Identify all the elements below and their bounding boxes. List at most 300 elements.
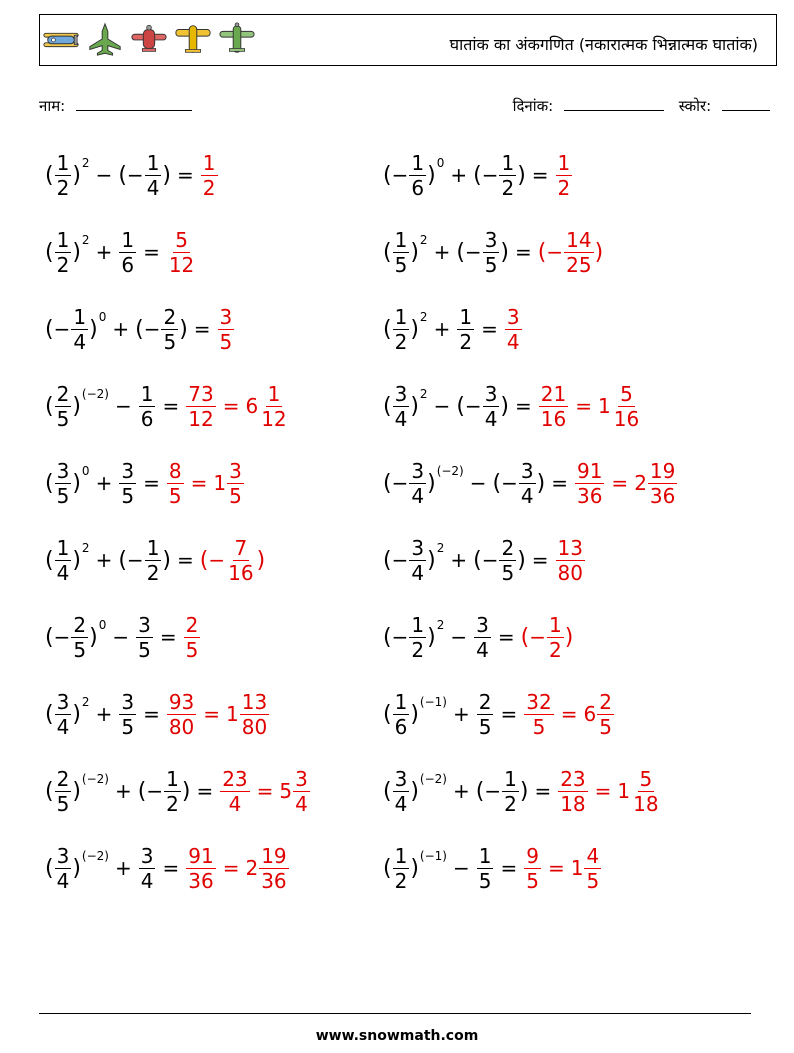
- parenthesis: (: [45, 778, 54, 804]
- numerator: 1: [501, 150, 515, 175]
- minus-sign: −: [126, 163, 144, 187]
- numerator: 3: [121, 689, 135, 714]
- operator: +: [450, 163, 468, 187]
- operator: =: [222, 394, 240, 418]
- fraction: [164, 766, 181, 816]
- operator: =: [143, 240, 160, 264]
- parenthesis: ): [410, 239, 419, 265]
- operator: +: [114, 856, 132, 880]
- parenthesis: (: [456, 393, 465, 419]
- operator: =: [515, 394, 532, 418]
- numerator: 3: [484, 381, 498, 406]
- fraction: [161, 304, 178, 354]
- fraction: [201, 150, 218, 200]
- parenthesis: ): [72, 855, 81, 881]
- numerator: 1: [504, 766, 517, 791]
- numerator: 1: [548, 612, 562, 637]
- numerator: 3: [56, 843, 70, 868]
- whole-number: 1: [213, 471, 227, 495]
- numerator: 1: [411, 150, 425, 175]
- fraction: [474, 612, 491, 662]
- parenthesis: (: [118, 547, 127, 573]
- parenthesis: ): [89, 316, 98, 342]
- numerator: 1: [202, 150, 216, 175]
- parenthesis: ): [72, 778, 81, 804]
- numerator: 1: [56, 535, 70, 560]
- exponent: (−2): [419, 772, 447, 786]
- denominator: 5: [219, 329, 233, 354]
- numerator: 2: [501, 535, 515, 560]
- numerator: 3: [138, 612, 151, 637]
- numerator: 1: [478, 843, 492, 868]
- parenthesis: (: [383, 624, 392, 650]
- operator: =: [159, 625, 177, 649]
- denominator: 2: [166, 791, 179, 816]
- exponent: 2: [81, 156, 90, 170]
- parenthesis: (: [118, 162, 127, 188]
- denominator: 4: [394, 406, 408, 431]
- operator: +: [433, 317, 451, 341]
- parenthesis: ): [517, 162, 526, 188]
- denominator: 18: [633, 791, 659, 816]
- minus-sign: −: [464, 394, 482, 418]
- numerator: 3: [219, 304, 233, 329]
- problem-18: [383, 761, 662, 821]
- problem-1: [45, 145, 219, 205]
- denominator: 5: [532, 714, 546, 739]
- exponent: 0: [81, 464, 90, 478]
- fraction: [393, 766, 410, 816]
- whole-number: 1: [617, 779, 631, 803]
- operator: =: [143, 471, 160, 495]
- answer: [537, 227, 604, 277]
- minus-sign: −: [529, 625, 546, 649]
- parenthesis: (: [520, 624, 530, 650]
- fraction: [119, 689, 136, 739]
- fraction: [631, 766, 660, 816]
- answer: [185, 843, 289, 893]
- numerator: 3: [229, 458, 242, 483]
- numerator: 1: [146, 535, 160, 560]
- fraction: [409, 612, 426, 662]
- numerator: 14: [566, 227, 592, 252]
- numerator: 21: [540, 381, 567, 406]
- numerator: 3: [506, 304, 520, 329]
- exponent: 0: [436, 156, 445, 170]
- numerator: 73: [188, 381, 214, 406]
- parenthesis: ): [89, 624, 98, 650]
- parenthesis: ): [427, 547, 436, 573]
- operator: −: [433, 394, 451, 418]
- parenthesis: (: [475, 778, 485, 804]
- problem-6: [383, 299, 523, 359]
- operator: +: [95, 471, 113, 495]
- denominator: 4: [228, 791, 242, 816]
- header-box: [39, 14, 777, 66]
- minus-sign: −: [53, 625, 71, 649]
- parenthesis: ): [179, 316, 188, 342]
- numerator: 1: [394, 227, 408, 252]
- fraction: [293, 766, 310, 816]
- answer: [538, 381, 642, 431]
- date-label: दिनांक:: [512, 97, 554, 115]
- footer-rule: [39, 1013, 751, 1014]
- numerator: 3: [140, 843, 154, 868]
- name-label: नाम:: [39, 97, 66, 115]
- numerator: 93: [168, 689, 195, 714]
- fraction: [227, 458, 244, 508]
- numerator: 1: [56, 227, 70, 252]
- fraction: [409, 535, 426, 585]
- denominator: 4: [56, 560, 70, 585]
- operator: =: [143, 702, 160, 726]
- operator: =: [193, 317, 211, 341]
- denominator: 2: [56, 252, 70, 277]
- denominator: 2: [411, 637, 425, 662]
- denominator: 6: [394, 714, 408, 739]
- denominator: 2: [504, 791, 517, 816]
- fraction: [139, 381, 156, 431]
- fraction: [597, 689, 614, 739]
- denominator: 4: [411, 483, 425, 508]
- fraction: [55, 843, 72, 893]
- numerator: 3: [411, 535, 425, 560]
- denominator: 36: [576, 483, 603, 508]
- fraction: [575, 458, 604, 508]
- denominator: 4: [56, 868, 70, 893]
- denominator: 5: [586, 868, 600, 893]
- fraction: [167, 689, 196, 739]
- operator: =: [515, 240, 532, 264]
- denominator: 80: [241, 714, 268, 739]
- denominator: 12: [261, 406, 287, 431]
- problem-16: [383, 684, 615, 744]
- numerator: 3: [394, 381, 408, 406]
- minus-sign: −: [481, 548, 499, 572]
- minus-sign: −: [546, 240, 564, 264]
- parenthesis: (: [45, 162, 54, 188]
- denominator: 4: [484, 406, 498, 431]
- numerator: 23: [222, 766, 248, 791]
- denominator: 5: [168, 483, 182, 508]
- minus-sign: −: [143, 317, 161, 341]
- numerator: 3: [121, 458, 135, 483]
- numerator: 3: [411, 458, 425, 483]
- numerator: 2: [56, 766, 70, 791]
- fraction: [259, 381, 288, 431]
- score-label: स्कोर:: [678, 97, 712, 115]
- fraction: [393, 689, 410, 739]
- denominator: 4: [140, 868, 154, 893]
- fraction: [584, 843, 601, 893]
- parenthesis: (: [473, 547, 482, 573]
- minus-sign: −: [391, 548, 409, 572]
- problem-11: [45, 530, 265, 590]
- fraction: [612, 381, 641, 431]
- fraction: [220, 766, 249, 816]
- numerator: 5: [639, 766, 653, 791]
- parenthesis: ): [72, 393, 81, 419]
- minus-sign: −: [53, 317, 71, 341]
- numerator: 1: [56, 150, 70, 175]
- score-blank[interactable]: [722, 96, 770, 111]
- operator: −: [95, 163, 113, 187]
- parenthesis: (: [137, 778, 147, 804]
- exponent: 2: [419, 233, 428, 247]
- operator: =: [575, 394, 592, 418]
- parenthesis: (: [383, 547, 392, 573]
- denominator: 5: [599, 714, 612, 739]
- problem-12: [383, 530, 586, 590]
- denominator: 2: [56, 175, 70, 200]
- parenthesis: (: [537, 239, 547, 265]
- parenthesis: (: [383, 701, 392, 727]
- fraction: [556, 150, 573, 200]
- answer: [523, 843, 602, 893]
- denominator: 2: [394, 329, 408, 354]
- parenthesis: (: [45, 470, 54, 496]
- operator: −: [469, 471, 487, 495]
- fraction: [409, 150, 426, 200]
- fraction: [55, 689, 72, 739]
- fraction: [393, 843, 410, 893]
- parenthesis: ): [427, 470, 436, 496]
- numerator: 3: [484, 227, 498, 252]
- fraction: [483, 227, 500, 277]
- numerator: 1: [411, 612, 425, 637]
- parenthesis: ): [72, 162, 81, 188]
- denominator: 36: [261, 868, 287, 893]
- operator: =: [256, 779, 274, 803]
- parenthesis: (: [473, 162, 482, 188]
- problem-8: [383, 376, 642, 436]
- fraction: [556, 535, 585, 585]
- operator: =: [531, 548, 549, 572]
- parenthesis: (: [135, 316, 144, 342]
- numerator: 13: [557, 535, 583, 560]
- minus-sign: −: [464, 240, 482, 264]
- fraction: [502, 766, 519, 816]
- parenthesis: (: [45, 624, 54, 650]
- minus-sign: −: [146, 779, 164, 803]
- denominator: 4: [56, 714, 70, 739]
- problem-9: [45, 453, 245, 513]
- denominator: 16: [540, 406, 567, 431]
- operator: +: [433, 240, 451, 264]
- numerator: 2: [56, 381, 70, 406]
- parenthesis: (: [383, 855, 392, 881]
- fraction: [55, 227, 72, 277]
- parenthesis: ): [410, 855, 419, 881]
- numerator: 1: [557, 150, 571, 175]
- numerator: 4: [586, 843, 600, 868]
- exponent: 2: [419, 310, 428, 324]
- answer: [166, 689, 270, 739]
- denominator: 5: [501, 560, 515, 585]
- fraction: [136, 612, 153, 662]
- numerator: 19: [649, 458, 676, 483]
- operator: −: [114, 394, 132, 418]
- answer: [183, 612, 202, 662]
- denominator: 6: [121, 252, 135, 277]
- problem-5: [45, 299, 235, 359]
- denominator: 4: [476, 637, 489, 662]
- parenthesis: (: [383, 778, 392, 804]
- fraction: [558, 766, 587, 816]
- problem-14: [383, 607, 573, 667]
- exponent: 2: [436, 541, 445, 555]
- exponent: (−1): [419, 695, 447, 709]
- operator: =: [481, 317, 498, 341]
- parenthesis: ): [410, 701, 419, 727]
- operator: =: [196, 779, 214, 803]
- answer: [557, 766, 661, 816]
- parenthesis: (: [383, 393, 392, 419]
- fraction: [167, 458, 184, 508]
- date-blank[interactable]: [564, 96, 664, 111]
- parenthesis: (: [45, 393, 54, 419]
- exponent: (−2): [436, 464, 464, 478]
- fraction: [393, 227, 410, 277]
- fraction: [71, 304, 88, 354]
- green-plane-icon: [218, 21, 256, 57]
- denominator: 16: [613, 406, 640, 431]
- parenthesis: ): [72, 701, 81, 727]
- parenthesis: ): [162, 162, 172, 188]
- parenthesis: (: [45, 316, 54, 342]
- fraction: [186, 843, 215, 893]
- answer: [166, 227, 197, 277]
- operator: =: [190, 471, 208, 495]
- parenthesis: ): [256, 547, 266, 573]
- parenthesis: ): [410, 778, 419, 804]
- answer: [217, 304, 236, 354]
- minus-sign: −: [391, 471, 409, 495]
- fraction: [547, 612, 564, 662]
- exponent: 2: [81, 695, 90, 709]
- date-score-fields: [513, 96, 770, 116]
- parenthesis: (: [45, 701, 54, 727]
- parenthesis: ): [500, 393, 510, 419]
- minus-sign: −: [391, 163, 409, 187]
- fraction: [393, 381, 410, 431]
- denominator: 5: [185, 637, 199, 662]
- denominator: 18: [560, 791, 586, 816]
- denominator: 5: [56, 483, 70, 508]
- minus-sign: −: [484, 779, 502, 803]
- denominator: 2: [202, 175, 216, 200]
- problem-10: [383, 453, 678, 513]
- answer: [555, 535, 586, 585]
- parenthesis: ): [410, 393, 419, 419]
- numerator: 91: [576, 458, 603, 483]
- problem-7: [45, 376, 290, 436]
- worksheet-title: घातांक का अंकगणित (नकारात्मक भिन्नात्मक घातांक): [449, 35, 758, 54]
- fraction: [477, 689, 494, 739]
- numerator: 3: [476, 612, 489, 637]
- numerator: 1: [459, 304, 473, 329]
- denominator: 36: [649, 483, 676, 508]
- fraction: [145, 535, 162, 585]
- answer: [185, 381, 289, 431]
- numerator: 5: [620, 381, 633, 406]
- whole-number: 2: [634, 471, 647, 495]
- operator: =: [531, 163, 549, 187]
- denominator: 5: [163, 329, 177, 354]
- numerator: 1: [121, 227, 135, 252]
- fraction: [477, 843, 494, 893]
- numerator: 32: [526, 689, 552, 714]
- denominator: 6: [411, 175, 425, 200]
- fraction: [55, 766, 72, 816]
- biplane-icon: [42, 21, 80, 57]
- parenthesis: (: [45, 547, 54, 573]
- numerator: 91: [188, 843, 214, 868]
- answer: [523, 689, 615, 739]
- denominator: 5: [73, 637, 87, 662]
- operator: −: [452, 856, 470, 880]
- operator: =: [547, 856, 565, 880]
- answer: [219, 766, 311, 816]
- denominator: 5: [121, 714, 135, 739]
- exponent: 2: [81, 233, 90, 247]
- parenthesis: ): [564, 624, 574, 650]
- numerator: 3: [56, 689, 70, 714]
- problem-2: [383, 145, 573, 205]
- minus-sign: −: [126, 548, 144, 572]
- parenthesis: ): [72, 470, 81, 496]
- whole-number: 5: [279, 779, 293, 803]
- problem-19: [45, 838, 290, 898]
- name-field[interactable]: [39, 96, 192, 116]
- exponent: 2: [419, 387, 428, 401]
- numerator: 2: [163, 304, 177, 329]
- whole-number: 1: [226, 702, 239, 726]
- parenthesis: ): [427, 624, 436, 650]
- denominator: 5: [478, 714, 492, 739]
- numerator: 1: [394, 843, 408, 868]
- fraction: [499, 535, 516, 585]
- operator: +: [95, 548, 113, 572]
- exponent: (−2): [81, 772, 109, 786]
- fraction: [55, 458, 72, 508]
- exponent: 0: [98, 310, 107, 324]
- minus-sign: −: [481, 163, 499, 187]
- operator: +: [95, 702, 113, 726]
- denominator: 4: [73, 329, 87, 354]
- fraction: [259, 843, 288, 893]
- operator: +: [452, 779, 470, 803]
- operator: =: [594, 779, 612, 803]
- numerator: 8: [168, 458, 182, 483]
- answer: [520, 612, 574, 662]
- fraction: [519, 458, 536, 508]
- numerator: 23: [560, 766, 586, 791]
- fraction: [55, 535, 72, 585]
- numerator: 2: [599, 689, 612, 714]
- denominator: 5: [484, 252, 498, 277]
- operator: =: [222, 856, 240, 880]
- denominator: 80: [168, 714, 195, 739]
- denominator: 4: [295, 791, 308, 816]
- fraction: [71, 612, 88, 662]
- parenthesis: ): [500, 239, 510, 265]
- parenthesis: (: [45, 239, 54, 265]
- operator: =: [497, 625, 515, 649]
- operator: =: [177, 548, 194, 572]
- problem-4: [383, 222, 603, 282]
- name-blank[interactable]: [76, 96, 192, 111]
